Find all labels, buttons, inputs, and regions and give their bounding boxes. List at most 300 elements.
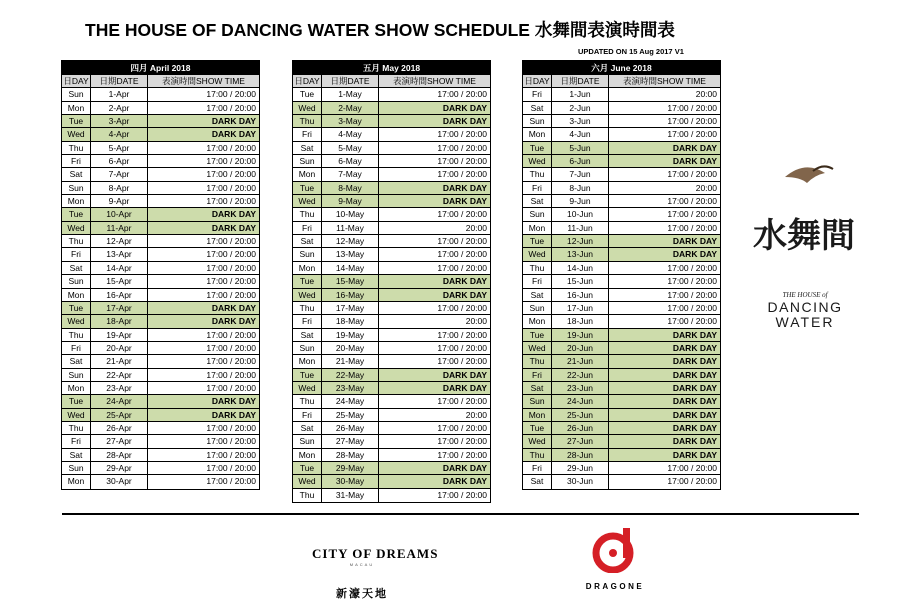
day-cell: Sun [62,88,91,100]
day-cell: Sat [293,422,322,434]
city-of-dreams-chinese: 新濠天地 [336,587,388,600]
show-time-cell: 17:00 / 20:00 [437,396,487,407]
day-cell: Mon [293,168,322,180]
schedule-row [62,475,259,488]
date-cell: 9-Jun [552,195,609,207]
schedule-row [293,489,490,502]
show-time-cell: DARK DAY [442,182,487,193]
day-cell: Thu [62,235,91,247]
date-column-header: 日期DATE [91,75,148,87]
column-header-row [523,75,720,88]
day-cell: Tue [293,275,322,287]
dark-day-row [62,222,259,235]
schedule-row [523,262,720,275]
dancing-water-line3: WATER [775,314,835,330]
show-time-cell: 17:00 / 20:00 [437,129,487,140]
show-time-cell: DARK DAY [672,329,717,340]
day-cell: Fri [293,409,322,421]
date-cell: 11-May [322,222,379,234]
date-cell: 3-May [322,115,379,127]
date-cell: 21-Apr [91,355,148,367]
date-cell: 24-Jun [552,395,609,407]
schedule-row [62,422,259,435]
schedule-row [523,462,720,475]
day-cell: Sun [523,208,552,220]
dark-day-row [293,462,490,475]
date-cell: 18-May [322,315,379,327]
dark-day-row [523,329,720,342]
day-cell: Fri [523,275,552,287]
show-time-cell: DARK DAY [442,102,487,113]
date-cell: 13-Apr [91,248,148,260]
schedule-row [523,289,720,302]
show-time-cell: 17:00 / 20:00 [206,382,256,393]
date-cell: 8-Jun [552,182,609,194]
schedule-row [293,395,490,408]
dark-day-row [293,182,490,195]
dancing-water-line2: DANCING [767,299,843,315]
day-cell: Mon [293,449,322,461]
day-cell: Wed [293,195,322,207]
schedule-row [523,88,720,101]
show-time-cell: DARK DAY [672,156,717,167]
date-cell: 9-Apr [91,195,148,207]
day-cell: Tue [523,235,552,247]
day-column-header: 日DAY [523,75,552,87]
day-cell: Fri [523,369,552,381]
schedule-row [62,369,259,382]
date-cell: 22-Jun [552,369,609,381]
date-cell: 14-May [322,262,379,274]
show-time-cell: 17:00 / 20:00 [437,209,487,220]
dark-day-row [62,409,259,422]
date-cell: 23-Jun [552,382,609,394]
day-cell: Thu [293,115,322,127]
show-time-column-header: 表演時間SHOW TIME [623,76,706,86]
date-cell: 4-Jun [552,128,609,140]
date-column-header: 日期DATE [322,75,379,87]
schedule-row [523,275,720,288]
date-cell: 31-May [322,489,379,502]
show-time-cell: 17:00 / 20:00 [437,169,487,180]
day-cell: Fri [62,248,91,260]
date-cell: 5-May [322,142,379,154]
show-time-cell: 17:00 / 20:00 [437,142,487,153]
day-cell: Wed [523,342,552,354]
show-time-cell: 17:00 / 20:00 [206,236,256,247]
dark-day-row [523,155,720,168]
date-cell: 7-Jun [552,168,609,180]
date-cell: 3-Jun [552,115,609,127]
day-cell: Tue [293,369,322,381]
city-of-dreams-sub: MACAU [349,562,375,567]
show-time-cell: DARK DAY [211,209,256,220]
day-column-header: 日DAY [293,75,322,87]
date-cell: 18-Jun [552,315,609,327]
show-time-cell: 17:00 / 20:00 [667,169,717,180]
date-cell: 22-May [322,369,379,381]
show-time-cell: 17:00 / 20:00 [206,262,256,273]
date-cell: 15-Jun [552,275,609,287]
day-cell: Sun [293,248,322,260]
show-time-cell: 17:00 / 20:00 [437,422,487,433]
date-cell: 19-Apr [91,329,148,341]
dark-day-row [62,115,259,128]
date-cell: 1-Jun [552,88,609,100]
dragone-logo [575,525,655,600]
show-time-cell: 17:00 / 20:00 [667,116,717,127]
show-time-cell: 17:00 / 20:00 [667,222,717,233]
date-cell: 6-May [322,155,379,167]
show-time-cell: 17:00 / 20:00 [667,129,717,140]
schedule-row [62,262,259,275]
schedule-row [293,142,490,155]
show-time-cell: DARK DAY [211,116,256,127]
day-column-header: 日DAY [62,75,91,87]
date-cell: 24-May [322,395,379,407]
show-time-cell: 17:00 / 20:00 [437,302,487,313]
date-cell: 5-Apr [91,142,148,154]
date-cell: 11-Jun [552,222,609,234]
show-time-cell: 20:00 [695,89,717,100]
show-time-column-header: 表演時間SHOW TIME [162,76,245,86]
day-cell: Sat [523,289,552,301]
show-time-cell: 17:00 / 20:00 [667,316,717,327]
day-cell: Mon [293,355,322,367]
schedule-row [523,475,720,488]
day-cell: Thu [293,489,322,502]
day-cell: Mon [62,475,91,488]
day-cell: Fri [293,315,322,327]
schedule-row [293,342,490,355]
schedule-table-june [522,60,721,490]
date-cell: 27-Apr [91,435,148,447]
day-cell: Thu [293,302,322,314]
day-cell: Wed [293,475,322,487]
day-cell: Sat [62,168,91,180]
show-time-cell: 20:00 [695,182,717,193]
date-cell: 13-Jun [552,248,609,260]
show-time-cell: DARK DAY [442,369,487,380]
show-time-cell: 17:00 / 20:00 [667,196,717,207]
schedule-row [62,142,259,155]
date-cell: 27-Jun [552,435,609,447]
day-cell: Tue [523,142,552,154]
date-cell: 10-Jun [552,208,609,220]
day-cell: Sat [62,449,91,461]
day-cell: Thu [62,422,91,434]
show-time-cell: 17:00 / 20:00 [667,289,717,300]
schedule-row [62,355,259,368]
day-cell: Fri [523,88,552,100]
show-time-cell: 17:00 / 20:00 [206,249,256,260]
day-cell: Sun [293,155,322,167]
day-cell: Sat [523,102,552,114]
date-cell: 12-Jun [552,235,609,247]
dark-day-row [523,435,720,448]
schedule-row [523,102,720,115]
show-time-cell: 17:00 / 20:00 [667,462,717,473]
dark-day-row [293,289,490,302]
schedule-row [62,449,259,462]
schedule-row [293,435,490,448]
day-cell: Sat [293,235,322,247]
date-cell: 20-May [322,342,379,354]
day-cell: Sun [523,115,552,127]
date-cell: 10-May [322,208,379,220]
show-time-cell: DARK DAY [672,422,717,433]
schedule-row [523,168,720,181]
date-cell: 2-May [322,102,379,114]
dark-day-row [523,355,720,368]
day-cell: Wed [62,222,91,234]
day-cell: Sun [62,275,91,287]
date-cell: 29-Apr [91,462,148,474]
day-cell: Wed [293,289,322,301]
date-cell: 21-May [322,355,379,367]
day-cell: Thu [62,142,91,154]
schedule-row [293,355,490,368]
day-cell: Sat [293,329,322,341]
schedule-row [62,382,259,395]
day-cell: Fri [62,155,91,167]
date-cell: 17-Jun [552,302,609,314]
show-time-cell: 17:00 / 20:00 [437,436,487,447]
show-time-cell: 17:00 / 20:00 [437,356,487,367]
dragone-name: DRAGONE [585,582,645,591]
date-cell: 14-Apr [91,262,148,274]
day-cell: Sun [62,369,91,381]
date-cell: 19-Jun [552,329,609,341]
date-cell: 30-Apr [91,475,148,488]
day-cell: Thu [293,208,322,220]
show-time-cell: 17:00 / 20:00 [437,329,487,340]
schedule-row [293,302,490,315]
dark-day-row [523,248,720,261]
show-time-cell: DARK DAY [211,302,256,313]
day-cell: Wed [293,382,322,394]
show-time-cell: DARK DAY [442,289,487,300]
day-cell: Thu [293,395,322,407]
schedule-row [293,409,490,422]
show-time-cell: 17:00 / 20:00 [437,249,487,260]
show-time-cell: 17:00 / 20:00 [206,356,256,367]
show-time-cell: 17:00 / 20:00 [206,156,256,167]
dark-day-row [293,115,490,128]
day-cell: Thu [523,355,552,367]
dark-day-row [62,315,259,328]
day-cell: Sun [523,395,552,407]
show-time-cell: DARK DAY [672,236,717,247]
date-cell: 1-Apr [91,88,148,100]
schedule-row [293,222,490,235]
date-cell: 21-Jun [552,355,609,367]
footer-divider [62,513,859,515]
page-title: THE HOUSE OF DANCING WATER SHOW SCHEDULE 水舞間表演時間表 [85,20,675,40]
date-cell: 12-May [322,235,379,247]
show-time-cell: 17:00 / 20:00 [206,102,256,113]
date-cell: 18-Apr [91,315,148,327]
date-cell: 8-May [322,182,379,194]
show-time-cell: 20:00 [465,316,487,327]
show-time-cell: 17:00 / 20:00 [206,369,256,380]
show-time-cell: 17:00 / 20:00 [437,156,487,167]
show-time-cell: 17:00 / 20:00 [437,342,487,353]
date-cell: 23-May [322,382,379,394]
day-cell: Mon [523,409,552,421]
day-cell: Mon [62,195,91,207]
dark-day-row [293,475,490,488]
day-cell: Mon [523,315,552,327]
date-cell: 12-Apr [91,235,148,247]
date-cell: 15-Apr [91,275,148,287]
date-cell: 28-May [322,449,379,461]
show-time-cell: 17:00 / 20:00 [206,476,256,487]
show-time-cell: DARK DAY [442,382,487,393]
date-cell: 29-May [322,462,379,474]
day-cell: Wed [62,409,91,421]
date-cell: 15-May [322,275,379,287]
date-cell: 16-Apr [91,289,148,301]
date-cell: 2-Apr [91,102,148,114]
date-cell: 30-Jun [552,475,609,488]
date-cell: 13-May [322,248,379,260]
schedule-row [62,275,259,288]
dark-day-row [62,395,259,408]
date-cell: 16-May [322,289,379,301]
date-cell: 14-Jun [552,262,609,274]
show-time-cell: 17:00 / 20:00 [206,462,256,473]
show-time-column-header: 表演時間SHOW TIME [393,76,476,86]
date-cell: 25-May [322,409,379,421]
date-cell: 19-May [322,329,379,341]
dancing-water-line1: THE HOUSE of [782,291,828,299]
dark-day-row [523,422,720,435]
dark-day-row [293,275,490,288]
date-cell: 6-Apr [91,155,148,167]
dark-day-row [523,449,720,462]
dark-day-row [523,369,720,382]
show-time-cell: 17:00 / 20:00 [206,276,256,287]
show-time-cell: 17:00 / 20:00 [437,489,487,500]
schedule-row [293,208,490,221]
date-cell: 16-Jun [552,289,609,301]
date-cell: 20-Apr [91,342,148,354]
show-time-cell: 17:00 / 20:00 [667,102,717,113]
day-cell: Tue [62,115,91,127]
date-cell: 17-May [322,302,379,314]
dancing-water-emblem-icon [745,155,865,335]
date-cell: 9-May [322,195,379,207]
date-cell: 26-Apr [91,422,148,434]
show-time-cell: 17:00 / 20:00 [667,302,717,313]
show-time-cell: 17:00 / 20:00 [206,436,256,447]
schedule-row [62,248,259,261]
show-time-cell: DARK DAY [442,462,487,473]
schedule-row [62,462,259,475]
show-time-cell: DARK DAY [211,409,256,420]
show-time-cell: DARK DAY [672,356,717,367]
schedule-row [523,195,720,208]
day-cell: Tue [293,88,322,100]
show-time-cell: DARK DAY [672,369,717,380]
show-time-cell: 17:00 / 20:00 [437,89,487,100]
show-time-cell: DARK DAY [672,249,717,260]
dark-day-row [523,142,720,155]
day-cell: Fri [293,222,322,234]
day-cell: Sat [523,382,552,394]
show-time-cell: DARK DAY [672,449,717,460]
column-header-row [62,75,259,88]
schedule-row [62,195,259,208]
day-cell: Tue [523,329,552,341]
dancing-water-chinese: 水舞間 [753,216,855,256]
day-cell: Sun [62,462,91,474]
show-time-cell: 17:00 / 20:00 [206,89,256,100]
date-cell: 11-Apr [91,222,148,234]
date-cell: 4-May [322,128,379,140]
show-time-cell: 20:00 [465,222,487,233]
day-cell: Tue [523,422,552,434]
day-cell: Fri [523,462,552,474]
show-time-cell: DARK DAY [442,196,487,207]
day-cell: Tue [293,462,322,474]
dark-day-row [523,382,720,395]
date-cell: 10-Apr [91,208,148,220]
schedule-row [523,315,720,328]
schedule-row [62,289,259,302]
show-time-cell: 17:00 / 20:00 [206,422,256,433]
schedule-row [62,88,259,101]
schedule-row [523,182,720,195]
month-header: 五月 May 2018 [293,61,490,75]
day-cell: Thu [62,329,91,341]
schedule-row [523,208,720,221]
day-cell: Sun [523,302,552,314]
show-time-cell: 20:00 [465,409,487,420]
month-header: 六月 June 2018 [523,61,720,75]
day-cell: Tue [62,302,91,314]
schedule-row [523,115,720,128]
day-cell: Fri [293,128,322,140]
city-of-dreams-name: CITY OF DREAMS [312,546,439,561]
dark-day-row [523,395,720,408]
day-cell: Wed [523,435,552,447]
dark-day-row [523,409,720,422]
day-cell: Mon [62,289,91,301]
date-cell: 28-Jun [552,449,609,461]
schedule-row [293,329,490,342]
month-header: 四月 April 2018 [62,61,259,75]
date-cell: 24-Apr [91,395,148,407]
schedule-row [293,168,490,181]
show-time-cell: 17:00 / 20:00 [437,262,487,273]
schedule-table-april [61,60,260,490]
day-cell: Sun [293,342,322,354]
day-cell: Wed [293,102,322,114]
dark-day-row [62,302,259,315]
day-cell: Thu [523,449,552,461]
day-cell: Sat [523,195,552,207]
day-cell: Sat [62,262,91,274]
schedule-row [62,102,259,115]
show-time-cell: 17:00 / 20:00 [437,449,487,460]
schedule-row [293,315,490,328]
schedule-row [293,449,490,462]
day-cell: Sat [62,355,91,367]
date-cell: 20-Jun [552,342,609,354]
dark-day-row [293,102,490,115]
